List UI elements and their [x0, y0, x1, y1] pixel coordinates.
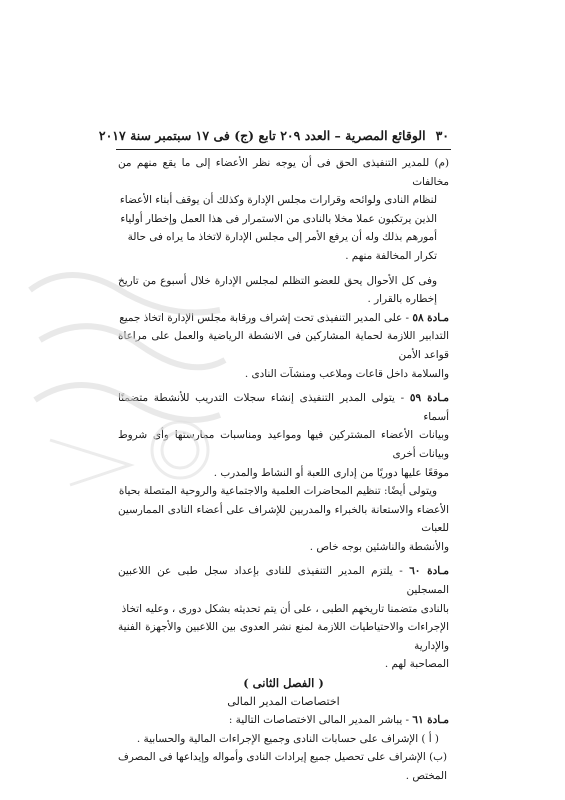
header-rule	[116, 149, 451, 150]
paragraph-line: أمورهم بذلك وله أن يرفع الأمر إلى مجلس الإدارة لاتخاذ ما يراه فى حالة	[127, 231, 437, 244]
paragraph-line: تكرار المخالفة منهم .	[345, 249, 437, 262]
article-label: مـادة ٥٨	[412, 311, 449, 324]
article-line: موقعًا عليها دوريًا من إدارى اللعبة أو النشاط والمدرب .	[213, 466, 449, 479]
article-line: والأنشطة والناشئين بوجه خاص .	[309, 540, 449, 553]
article-line: ويتولى أيضًا: تنظيم المحاضرات العلمية والاجتماعية والروحية المتصلة بحياة	[118, 485, 437, 498]
list-item: (ب) الإشراف على تحصيل جميع إيرادات النادى وأمواله وإيداعها فى المصرف المختص .	[118, 751, 447, 782]
grievance-line: وفى كل الأحوال يحق للعضو التظلم لمجلس الإدارة خلال أسبوع من تاريخ إخطاره بالقرار .	[118, 274, 437, 306]
document-body	[118, 154, 449, 786]
chapter-title: ( الفصل الثانى )	[243, 676, 324, 691]
article-line: الأعضاء والاستعانة بالخبراء والمدربين للإشراف على أعضاء النادى الممارسين للعبات	[118, 503, 449, 535]
page-number: ٣٠	[435, 128, 449, 143]
paragraph-line: لنظام النادى ولوائحه وقرارات مجلس الإدارة وكذلك أن يوقف أبناء الأعضاء	[119, 194, 437, 207]
article-label: مـادة ٥٩	[409, 392, 449, 405]
page-header	[98, 128, 449, 143]
article-line: التدابير اللازمة لحماية المشاركين فى الانشطة الرياضية والعمل على مراعاة قواعد الأمن	[118, 330, 449, 361]
list-item: ( أ ) الإشراف على حسابات النادى وجميع الإجراءات المالية والحسابية .	[136, 732, 439, 745]
paragraph-line: الذين يرتكبون عملا مخلا بالنادى من الاستمرار فى هذا العمل وإخطار أولياء	[120, 212, 437, 225]
article-line: والسلامة داخل قاعات وملاعب ومنشآت النادى .	[244, 367, 449, 380]
article-text: - يتولى المدير التنفيذى إنشاء سجلات التدريب للأنشطة متضمنًا أسماء	[118, 392, 449, 423]
article-58	[118, 309, 449, 328]
article-60	[118, 562, 449, 599]
article-61	[118, 711, 449, 730]
chapter-subtitle: اختصاصات المدير المالى	[227, 694, 340, 708]
article-line: المصاحبة لهم .	[384, 658, 449, 671]
article-text: - يباشر المدير المالى الاختصاصات التالية :	[228, 714, 413, 727]
article-text: - على المدير التنفيذى تحت إشراف ورقابة مجلس الإدارة اتخاذ جميع	[119, 311, 413, 324]
article-text: - يلتزم المدير التنفيذى للنادى بإعداد سجل طبى عن اللاعبين المسجلين	[118, 565, 449, 597]
article-line: وبيانات الأعضاء المشتركين فيها ومواعيد ومناسبات ممارستها وأى شروط وبيانات أخرى	[118, 429, 449, 460]
article-line: بالنادى متضمنا تاريخهم الطبى ، على أن يتم تحديثه بشكل دورى ، وعليه اتخاذ	[121, 602, 449, 615]
article-label: مـادة ٦١	[412, 714, 449, 727]
article-label: مـادة ٦٠	[409, 565, 449, 578]
article-59	[118, 389, 449, 426]
paragraph-line: (م) للمدير التنفيذى الحق فى أن يوجه نظر الأعضاء إلى ما يقع منهم من مخالفات	[118, 157, 449, 188]
gazette-title: الوقائع المصرية – العدد ٢٠٩ تابع (ج) فى ١٧ سبتمبر سنة ٢٠١٧	[98, 128, 426, 143]
article-line: الإجراءات والاحتياطيات اللازمة لمنع نشر العدوى بين اللاعبين والأجهزة الفنية والإدارية	[118, 621, 449, 652]
